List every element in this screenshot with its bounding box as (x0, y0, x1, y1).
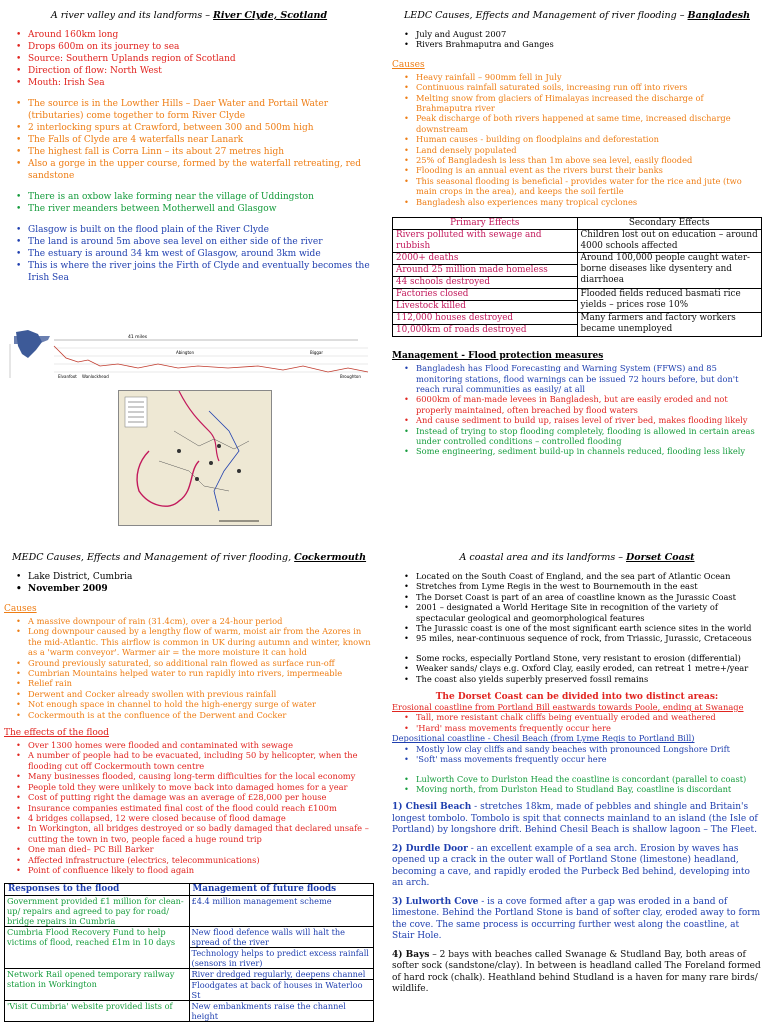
list-item: • Many businesses flooded, causing long-term difficulties for the local economy (16, 771, 374, 781)
erosional-list (392, 712, 762, 733)
list-item: • Lulworth Cove to Durlston Head the coastline is concordant (parallel to coast) (404, 774, 762, 784)
profile-label-miles: 41 miles (128, 335, 148, 340)
list-item: • Drops 600m on its journey to sea (16, 41, 374, 53)
list-item: • Source: Southern Uplands region of Scotland (16, 53, 374, 65)
list-item: • Also a gorge in the upper course, formed by the waterfall retreating, red sandstone (16, 158, 374, 182)
cockermouth-causes-list (4, 616, 374, 720)
primary-effect: 44 schools destroyed (393, 277, 578, 289)
list-item: • The highest fall is Corra Linn – its about 27 metres high (16, 146, 374, 158)
list-item: • The estuary is around 34 km west of Glasgow, around 3km wide (16, 248, 374, 260)
list-item: • Mouth: Irish Sea (16, 77, 374, 89)
table-cell: River dredged regularly, deepens channel (189, 969, 374, 980)
primary-effects-header: Primary Effects (393, 218, 578, 230)
table-cell: 'Visit Cumbria' website provided lists of (5, 1001, 190, 1022)
list-item: • November 2009 (16, 583, 374, 595)
responses-header: Responses to the flood (5, 884, 190, 896)
profile-label-elvanfoot: Elvanfoot (58, 374, 77, 379)
list-item: • Around 160km long (16, 29, 374, 41)
list-item: • Melting snow from glaciers of Himalayas increased the discharge of Brahmaputra river (404, 93, 762, 114)
primary-effect: 2000+ deaths (393, 253, 578, 265)
cockermouth-title: MEDC Causes, Effects and Management of river flooding, Cockermouth (11, 552, 367, 563)
left-column (4, 0, 374, 284)
list-item: • Flooding is an annual event as the rivers burst their banks (404, 165, 762, 175)
clyde-middle-list (4, 191, 374, 215)
clyde-title: A river valley and its landforms – River Clyde, Scotland (50, 10, 328, 21)
clyde-lower-list (4, 224, 374, 284)
cockermouth-effects-list (4, 740, 374, 875)
cockermouth-facts (4, 571, 374, 595)
dorset-divided-title: The Dorset Coast can be divided into two distinct areas: (435, 692, 719, 703)
dorset-title: A coastal area and its landforms – Dorset Coast (459, 552, 695, 563)
list-item: • Heavy rainfall – 900mm fell in July (404, 72, 762, 82)
profile-label-broughton: Broughton (340, 374, 361, 379)
list-item: • This seasonal flooding is beneficial - provides water for the rice and jute (two main crops in the area), and keeps the soil fertile (404, 176, 762, 197)
list-item: • Stretches from Lyme Regis in the west to Bournemouth in the east (404, 581, 762, 591)
list-item: • Affected infrastructure (electrics, telecommunications) (16, 855, 374, 865)
list-item: • The Dorset Coast is part of an area of coastline known as the Jurassic Coast (404, 592, 762, 602)
bangladesh-causes-list (392, 72, 762, 207)
list-item: • 25% of Bangladesh is less than 1m above sea level, easily flooded (404, 155, 762, 165)
list-item: • Lake District, Cumbria (16, 571, 374, 583)
list-item: • Cumbrian Mountains helped water to run rapidly into rivers, impermeable (16, 668, 374, 678)
table-cell: New embankments raise the channel height (189, 1001, 374, 1022)
primary-effect: Factories closed (393, 289, 578, 301)
list-item: • Mostly low clay cliffs and sandy beaches with pronounced Longshore Drift (404, 744, 762, 754)
secondary-effect: Many farmers and factory workers became unemployed (577, 313, 762, 337)
cockermouth-response-table (4, 883, 374, 1022)
cockermouth-effects-title: The effects of the flood (4, 728, 109, 739)
list-item: • The Jurassic coast is one of the most significant earth science sites in the world (404, 623, 762, 633)
clyde-upper-list (4, 98, 374, 182)
primary-effect: Rivers polluted with sewage and rubbish (396, 230, 542, 252)
profile-label-abington: Abington (176, 350, 195, 355)
list-item: • 6000km of man-made levees in Bangladesh, but are easily eroded and not properly maintained, often breached by flood waters (404, 394, 762, 415)
secondary-effects-header: Secondary Effects (577, 218, 762, 230)
list-item: • And cause sediment to build up, raises level of river bed, makes flooding likely (404, 415, 762, 425)
primary-effect: 112,000 houses destroyed (393, 313, 578, 325)
list-item: • 'Hard' mass movements frequently occur here (404, 723, 762, 733)
list-item: • Instead of trying to stop flooding completely, flooding is allowed in certain areas under controlled conditions – controlled flooding (404, 426, 762, 447)
list-item: • The source is in the Lowther Hills – Daer Water and Portail Water (tributaries) come together to form River Clyde (16, 98, 374, 122)
list-item: • This is where the river joins the Firth of Clyde and eventually becomes the Irish Sea (16, 260, 374, 284)
list-item: • 'Soft' mass movements frequently occur here (404, 754, 762, 764)
profile-label-wanlockhead: Wanlockhead (82, 374, 109, 379)
erosional-title: Erosional coastline from Portland Bill eastwards towards Poole, ending at Swanage (392, 702, 744, 713)
list-item: • Bangladesh also experiences many tropical cyclones (404, 197, 762, 207)
cockermouth-causes-title: Causes (4, 604, 37, 614)
primary-effect: Around 25 million made homeless (393, 265, 578, 277)
list-item: • Cost of putting right the damage was an average of £28,000 per house (16, 792, 374, 802)
protection-list (392, 363, 762, 457)
list-item: • One man died– PC Bill Barker (16, 844, 374, 854)
secondary-effect: Children lost out on education – around 4000 schools affected (580, 230, 758, 252)
list-item: • 95 miles, near-continuous sequence of rock, from Triassic, Jurassic, Cretaceous (404, 633, 762, 643)
river-clyde-map (118, 390, 272, 526)
river-profile-diagram (8, 328, 370, 380)
list-item: • Some rocks, especially Portland Stone, very resistant to erosion (differential) (404, 653, 762, 663)
primary-effect: Livestock killed (393, 301, 578, 313)
clyde-facts-list (4, 29, 374, 89)
list-item: • Point of confluence likely to flood again (16, 865, 374, 875)
cockermouth-section (4, 540, 374, 1022)
dorset-rocks (392, 653, 762, 684)
list-item: • A number of people had to be evacuated, including 50 by helicopter, when the flooding cut off Cockermouth town centre (16, 750, 374, 771)
landform-durdle: 2) Durdle Door - an excellent example of a sea arch. Erosion by waves has opened up a crack in the outer wall of Portland Stone (limestone) headland, becoming a cave, and rapidly eroded the Purbeck Bed behind, developing into an arch. (392, 843, 750, 889)
depositional-list (392, 744, 762, 765)
scotland-outline-icon (16, 330, 42, 358)
list-item: • In Workington, all bridges destroyed or so badly damaged that declared unsafe – cutting the town in two, people faced a huge round trip (16, 823, 374, 844)
list-item: • The coast also yields superbly preserved fossil remains (404, 674, 762, 684)
list-item: • Over 1300 homes were flooded and contaminated with sewage (16, 740, 374, 750)
list-item: • Glasgow is built on the flood plain of the River Clyde (16, 224, 374, 236)
right-column (392, 0, 762, 457)
list-item: • Rivers Brahmaputra and Ganges (404, 39, 762, 49)
list-item: • The land is around 5m above sea level on either side of the river (16, 236, 374, 248)
primary-effect: 10,000km of roads destroyed (393, 325, 578, 337)
list-item: • 4 bridges collapsed, 12 were closed because of flood damage (16, 813, 374, 823)
list-item: • Moving north, from Durlston Head to Studland Bay, coastline is discordant (404, 784, 762, 794)
list-item: • The river meanders between Motherwell and Glasgow (16, 203, 374, 215)
list-item: • July and August 2007 (404, 29, 762, 39)
dorset-facts (392, 571, 762, 644)
table-cell: Technology helps to predict excess rainfall (sensors in river) (189, 948, 374, 969)
list-item: • Tall, more resistant chalk cliffs being eventually eroded and weathered (404, 712, 762, 722)
depositional-title: Depositional coastline - Chesil Beach (from Lyme Regis to Portland Bill) (392, 733, 695, 744)
protection-title: Management - Flood protection measures (392, 351, 604, 362)
landform-bays: 4) Bays – 2 bays with beaches called Swanage & Studland Bay, both areas of softer sock (sandstone/clay). In between is headland called The Foreland formed of hard rock (chalk). Heathland behind Studland is a haven for many rare birds/ wildlife. (392, 949, 761, 995)
bangladesh-facts (392, 29, 762, 50)
list-item: • Derwent and Cocker already swollen with previous rainfall (16, 689, 374, 699)
bangladesh-title: LEDC Causes, Effects and Management of river flooding – Bangladesh (403, 10, 750, 21)
list-item: • Located on the South Coast of England, and the sea part of Atlantic Ocean (404, 571, 762, 581)
list-item: • The Falls of Clyde are 4 waterfalls near Lanark (16, 134, 374, 146)
list-item: • Land densely populated (404, 145, 762, 155)
landform-chesil: 1) Chesil Beach - stretches 18km, made of pebbles and shingle and Britain's longest tombolo. Tombolo is spit that connects mainland to an island (the Isle of Portland) by longshore drift. Behind Chesil Beach is shallow lagoon – The Fleet. (392, 802, 758, 836)
table-cell: Floodgates at back of houses in Waterloo St (189, 980, 374, 1001)
list-item: • There is an oxbow lake forming near the village of Uddingston (16, 191, 374, 203)
table-cell: £4.4 million management scheme (189, 896, 374, 927)
list-item: • Bangladesh has Flood Forecasting and Warning System (FFWS) and 85 monitoring stations, flood warnings can be issued 72 hours before, but don't reach rural communities as easily/ at all (404, 363, 762, 394)
list-item: • Insurance companies estimated final cost of the flood could reach £100m (16, 803, 374, 813)
list-item: • 2 interlocking spurs at Crawford, between 300 and 500m high (16, 122, 374, 134)
list-item: • Cockermouth is at the confluence of the Derwent and Cocker (16, 710, 374, 720)
table-cell: Government provided £1 million for clean-up/ repairs and agreed to pay for road/ bridge repairs in Cumbria (5, 896, 190, 927)
list-item: • Direction of flow: North West (16, 65, 374, 77)
landform-lulworth: 3) Lulworth Cove - is a cove formed after a gap was eroded in a band of limestone. Behind the Portland Stone is band of softer clay, eroded away to form the cove. The same process is occurring further west along the coastline, at Stair Hole. (392, 896, 761, 942)
list-item: • A massive downpour of rain (31.4cm), over a 24-hour period (16, 616, 374, 626)
list-item: • Ground previously saturated, so additional rain flowed as surface run-off (16, 658, 374, 668)
concordant-list (392, 774, 762, 795)
list-item: • Weaker sands/ clays e.g. Oxford Clay, easily eroded, can retreat 1 metre+/year (404, 663, 762, 673)
list-item: • Not enough space in channel to hold the high-energy surge of water (16, 699, 374, 709)
profile-label-biggar: Biggar (310, 350, 324, 355)
list-item: • Human causes - building on floodplains and deforestation (404, 134, 762, 144)
list-item: • Some engineering, sediment build-up in channels reduced, flooding less likely (404, 446, 762, 456)
list-item: • People told they were unlikely to move back into damaged homes for a year (16, 782, 374, 792)
bangladesh-effects-table (392, 217, 762, 337)
list-item: • Long downpour caused by a lengthy flow of warm, moist air from the Azores in the mid-Atlantic. This airflow is common in UK during autumn and winter, known as a 'warm conveyor'. Warmer air = the more moisture it can hold (16, 626, 374, 657)
list-item: • Relief rain (16, 678, 374, 688)
list-item: • Continuous rainfall saturated soils, increasing run off into rivers (404, 82, 762, 92)
bangladesh-causes-title: Causes (392, 59, 425, 70)
list-item: • Peak discharge of both rivers happened at same time, increased discharge downstream (404, 113, 762, 134)
table-cell: Network Rail opened temporary railway station in Workington (5, 969, 190, 1001)
management-header: Management of future floods (189, 884, 374, 896)
table-cell: Cumbria Flood Recovery Fund to help victims of flood, reached £1m in 10 days (5, 927, 190, 969)
table-cell: New flood defence walls will halt the spread of the river (189, 927, 374, 948)
secondary-effect: Around 100,000 people caught water-borne diseases like dysentery and diarrhoea (577, 253, 762, 289)
list-item: • 2001 – designated a World Heritage Site in recognition of the variety of spectacular geological and geomorphological features (404, 602, 762, 623)
secondary-effect: Flooded fields reduced basmati rice yields – prices rose 10% (577, 289, 762, 313)
dorset-section (392, 540, 762, 1003)
